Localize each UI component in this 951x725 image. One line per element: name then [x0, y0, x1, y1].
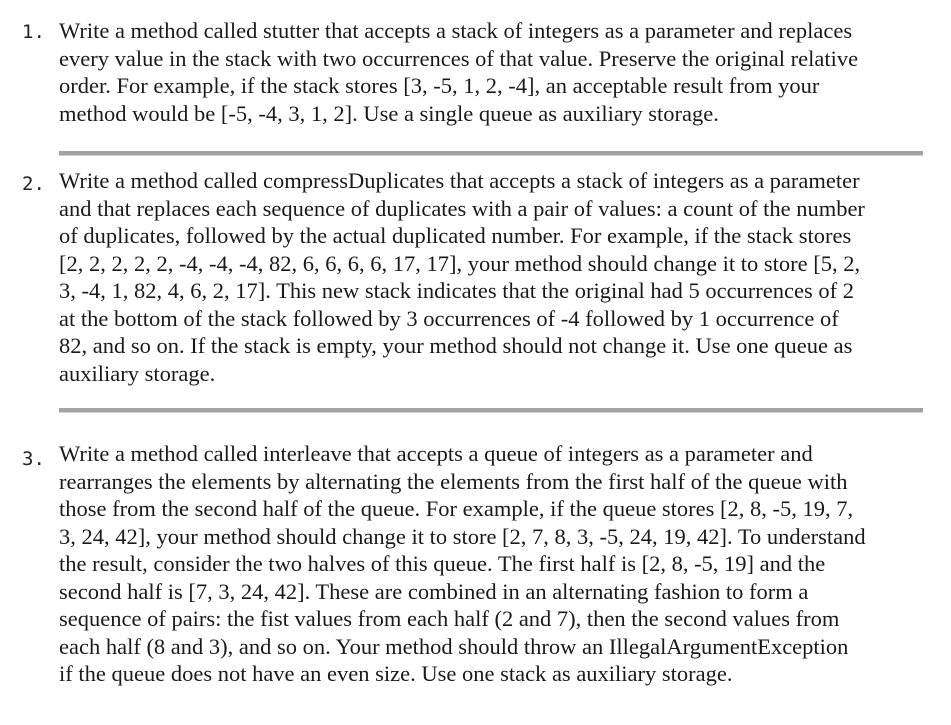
text-line: and that replaces each sequence of duplicates with a pair of values: a count of the number [59, 195, 865, 221]
text-line: method would be [-5, -4, 3, 1, 2]. Use a single queue as auxiliary storage. [59, 100, 719, 126]
problem-number: 1. [22, 21, 45, 43]
text-line: at the bottom of the stack followed by 3 occurrences of -4 followed by 1 occurrence of [59, 305, 839, 331]
text-line: sequence of pairs: the fist values from each half (2 and 7), then the second values from [59, 606, 840, 631]
problem-text [59, 167, 939, 387]
text-line: 3, -4, 1, 82, 4, 6, 2, 17]. This new stack indicates that the original had 5 occurrences of 2 [59, 278, 855, 303]
text-line: order. For example, if the stack stores [3, -5, 1, 2, -4], an acceptable result from your [59, 73, 820, 98]
section-divider [59, 408, 923, 413]
text-line: Write a method called compressDuplicates that accepts a stack of integers as a parameter [59, 168, 860, 193]
section-divider [59, 151, 923, 156]
text-line: every value in the stack with two occurrences of that value. Preserve the original relative [59, 45, 859, 71]
text-line: Write a method called stutter that accepts a stack of integers as a parameter and replaces [59, 18, 853, 43]
problem-number: 2. [22, 173, 45, 195]
text-line: those from the second half of the queue. For example, if the queue stores [2, 8, -5, 19, 7, [59, 496, 854, 521]
text-line: each half (8 and 3), and so on. Your method should throw an IllegalArgumentException [59, 633, 849, 659]
text-line: [2, 2, 2, 2, 2, -4, -4, -4, 82, 6, 6, 6, 6, 17, 17], your method should change it to store [5, 2, [59, 250, 861, 276]
problem-text [59, 440, 939, 688]
problem-text [59, 17, 939, 127]
text-line: second half is [7, 3, 24, 42]. These are combined in an alternating fashion to form a [59, 578, 809, 604]
text-line: rearranges the elements by alternating the elements from the first half of the queue with [59, 468, 848, 494]
problem-number: 3. [22, 448, 45, 470]
text-line: the result, consider the two halves of this queue. The first half is [2, 8, -5, 19] and the [59, 551, 826, 576]
text-line: Write a method called interleave that accepts a queue of integers as a parameter and [59, 441, 813, 466]
text-line: 82, and so on. If the stack is empty, your method should not change it. Use one queue as [59, 333, 853, 358]
text-line: of duplicates, followed by the actual duplicated number. For example, if the stack stores [59, 223, 852, 248]
text-line: if the queue does not have an even size. Use one stack as auxiliary storage. [59, 661, 733, 686]
text-line: 3, 24, 42], your method should change it to store [2, 7, 8, 3, -5, 24, 19, 42]. To understand [59, 523, 866, 549]
text-line: auxiliary storage. [59, 360, 216, 386]
